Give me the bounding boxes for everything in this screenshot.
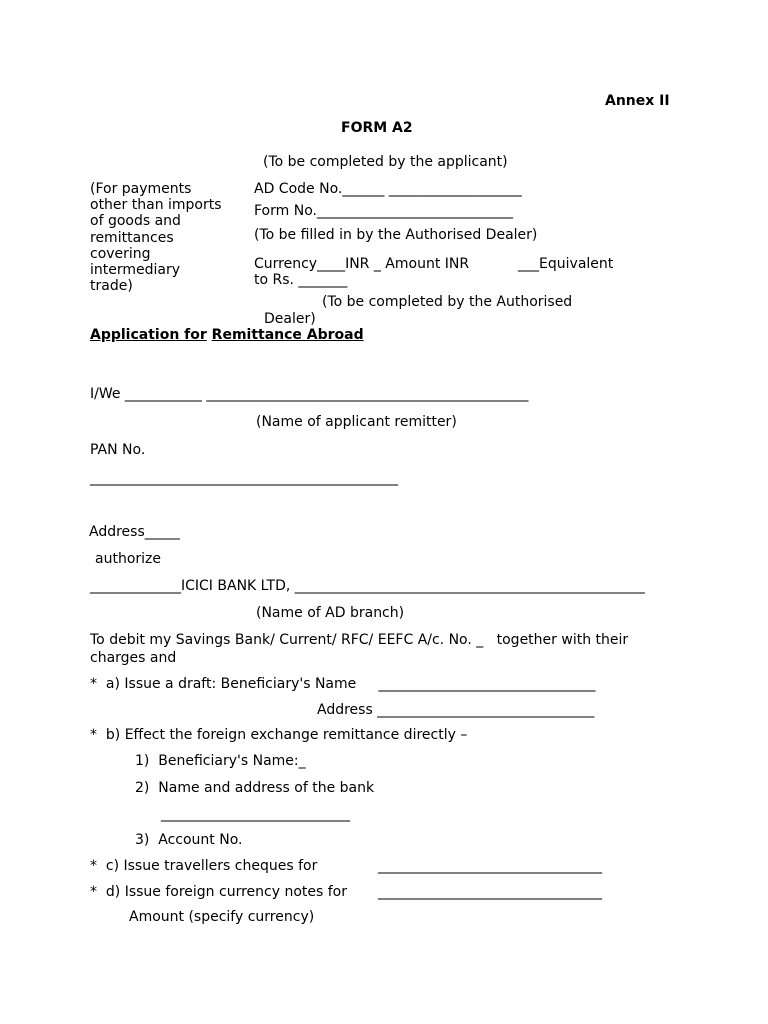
applicant-name-line[interactable]: I/We ___________ ______________________________________________ (90, 386, 529, 402)
item-b-remittance: * b) Effect the foreign exchange remittance directly – (90, 727, 468, 743)
pan-field[interactable]: ____________________________________________ (90, 470, 398, 486)
authorize-text: authorize (95, 551, 161, 567)
sub-bank-name-address: 2) Name and address of the bank (135, 780, 375, 796)
purpose-note-line: (For payments (90, 181, 192, 197)
heading-part-2: Remittance Abroad (211, 327, 364, 343)
heading-part-1: Application for (90, 327, 207, 343)
purpose-note-line: trade) (90, 278, 133, 294)
sub-beneficiary-name[interactable]: 1) Beneficiary's Name:_ (135, 753, 306, 769)
purpose-note-line: remittances (90, 230, 174, 246)
purpose-note-line: other than imports (90, 197, 222, 213)
dealer-complete-note: (To be completed by the Authorised (322, 294, 573, 310)
currency-notes-field[interactable]: ________________________________ (378, 884, 602, 900)
debit-text: To debit my Savings Bank/ Current/ RFC/ EEFC A/c. No. _ together with their (90, 632, 629, 648)
applicant-note: (To be completed by the applicant) (263, 154, 508, 170)
dealer-complete-note-cont: Dealer) (264, 311, 316, 327)
equivalent-rs-line[interactable]: to Rs. _______ (254, 272, 348, 288)
ad-branch-caption: (Name of AD branch) (256, 605, 405, 621)
bank-name-address-field[interactable]: ___________________________ (161, 806, 350, 822)
purpose-note-line: of goods and (90, 213, 181, 229)
application-heading (90, 327, 364, 343)
pan-label: PAN No. (90, 442, 146, 458)
bank-line[interactable]: _____________ICICI BANK LTD, __________________________________________________ (90, 578, 645, 594)
item-a-address[interactable]: Address _______________________________ (317, 702, 595, 718)
name-remitter-caption: (Name of applicant remitter) (256, 414, 457, 430)
annex-label: Annex II (605, 93, 670, 109)
ad-code-field[interactable]: AD Code No.______ ___________________ (254, 181, 522, 197)
item-c-travellers-cheques: * c) Issue travellers cheques for (90, 858, 318, 874)
item-a-draft[interactable]: * a) Issue a draft: Beneficiary's Name _______________________________ (90, 676, 596, 692)
debit-text-cont: charges and (90, 650, 177, 666)
item-d-currency-notes: * d) Issue foreign currency notes for (90, 884, 347, 900)
purpose-note-line: covering (90, 246, 151, 262)
sub-account-no[interactable]: 3) Account No. (135, 832, 243, 848)
amount-label: Amount (specify currency) (129, 909, 315, 925)
dealer-fill-note: (To be filled in by the Authorised Dealer) (254, 227, 538, 243)
form-no-field[interactable]: Form No.____________________________ (254, 203, 513, 219)
address-field[interactable]: Address_____ (89, 524, 180, 540)
travellers-cheques-field[interactable]: ________________________________ (378, 858, 602, 874)
currency-line[interactable]: Currency____INR _ Amount INR ___Equivalent (254, 256, 614, 272)
form-title: FORM A2 (341, 120, 413, 136)
purpose-note-line: intermediary (90, 262, 181, 278)
